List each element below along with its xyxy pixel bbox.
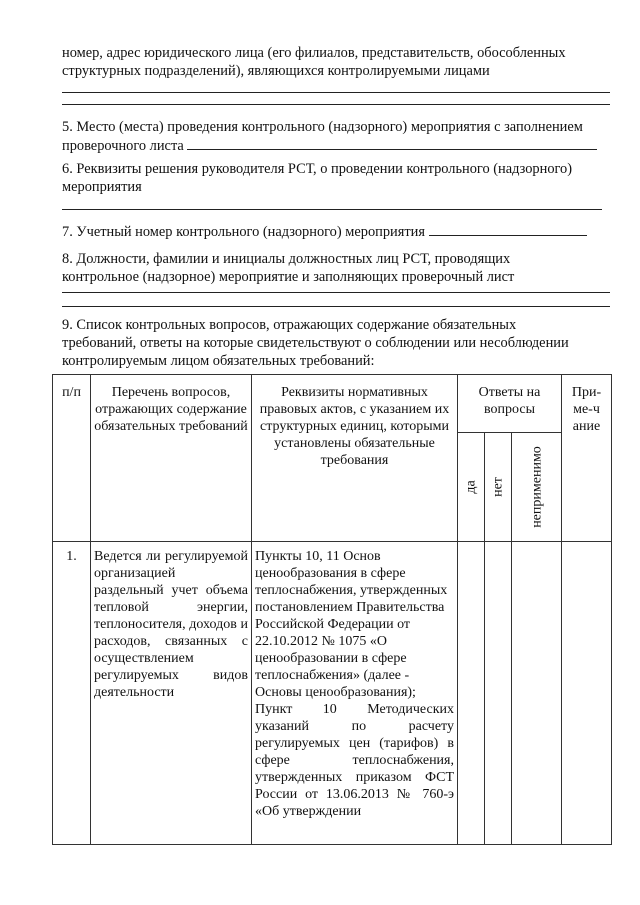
header-requisites: Реквизиты нормативных правовых актов, с указанием их структурных единиц, которыми установлены обязательные требования [252,375,458,542]
header-note: При-ме-чание [562,375,612,542]
fill-line[interactable] [62,104,610,105]
answer-na-cell[interactable] [512,542,562,845]
header-questions: Перечень вопросов, отражающих содержание обязательных требований [91,375,252,542]
intro-paragraph: номер, адрес юридического лица (его филиалов, представительств, обособленных структурных подразделений), являющихся контролируемыми лицами [62,45,566,79]
place-fill-line[interactable] [187,136,597,150]
note-cell[interactable] [562,542,612,845]
answer-yes-cell[interactable] [458,542,485,845]
header-na: неприменимо [512,433,562,542]
row-requisites: Пункты 10, 11 Основ ценообразования в сфере теплоснабжения, утвержденных постановлением Правительства Российской Федерации от 22.10.2012 № 1075 «О ценообразовании в сфере теплоснабжения» (далее - Основы ценообразования); Пункт 10 Методических указаний по расчету регулируемых цен (тарифов) в сфере теплоснабжения, утвержденных приказом ФСТ России от 13.06.2013 № 760-э «Об утверждении [252,542,458,845]
row-num: 1. [53,542,91,845]
checklist-table [52,374,612,845]
fill-line[interactable] [62,92,610,93]
table-header-row [53,375,612,433]
table-row [53,542,612,845]
item-9-paragraph: 9. Список контрольных вопросов, отражающих содержание обязательных требований, ответы на которые свидетельствуют о соблюдении или несоблюдении контролируемым лицом обязательных требований: [62,317,569,369]
row-question: Ведется ли регулируемой организацией раздельный учет объема тепловой энергии, теплоносителя, доходов и расходов, связанных с осуществлением регулируемых видов деятельности [91,542,252,845]
officials-fill-line[interactable] [62,306,610,307]
officials-fill-line[interactable] [62,292,610,293]
item-7-paragraph: 7. Учетный номер контрольного (надзорного) мероприятия [62,222,610,241]
decision-fill-line[interactable] [62,209,602,210]
item-5-paragraph: 5. Место (места) проведения контрольного (надзорного) мероприятия с заполнением проверочного листа [62,118,610,155]
header-answers: Ответы на вопросы [458,375,562,433]
header-no: нет [485,433,512,542]
header-num: п/п [53,375,91,542]
header-yes: да [458,433,485,542]
item-6-paragraph: 6. Реквизиты решения руководителя РСТ, о проведении контрольного (надзорного) мероприятия [62,161,573,195]
item-8-paragraph: 8. Должности, фамилии и инициалы должностных лиц РСТ, проводящих контрольное (надзорное) мероприятие и заполняющих проверочный лист [62,251,515,285]
answer-no-cell[interactable] [485,542,512,845]
account-number-fill-line[interactable] [429,222,587,236]
